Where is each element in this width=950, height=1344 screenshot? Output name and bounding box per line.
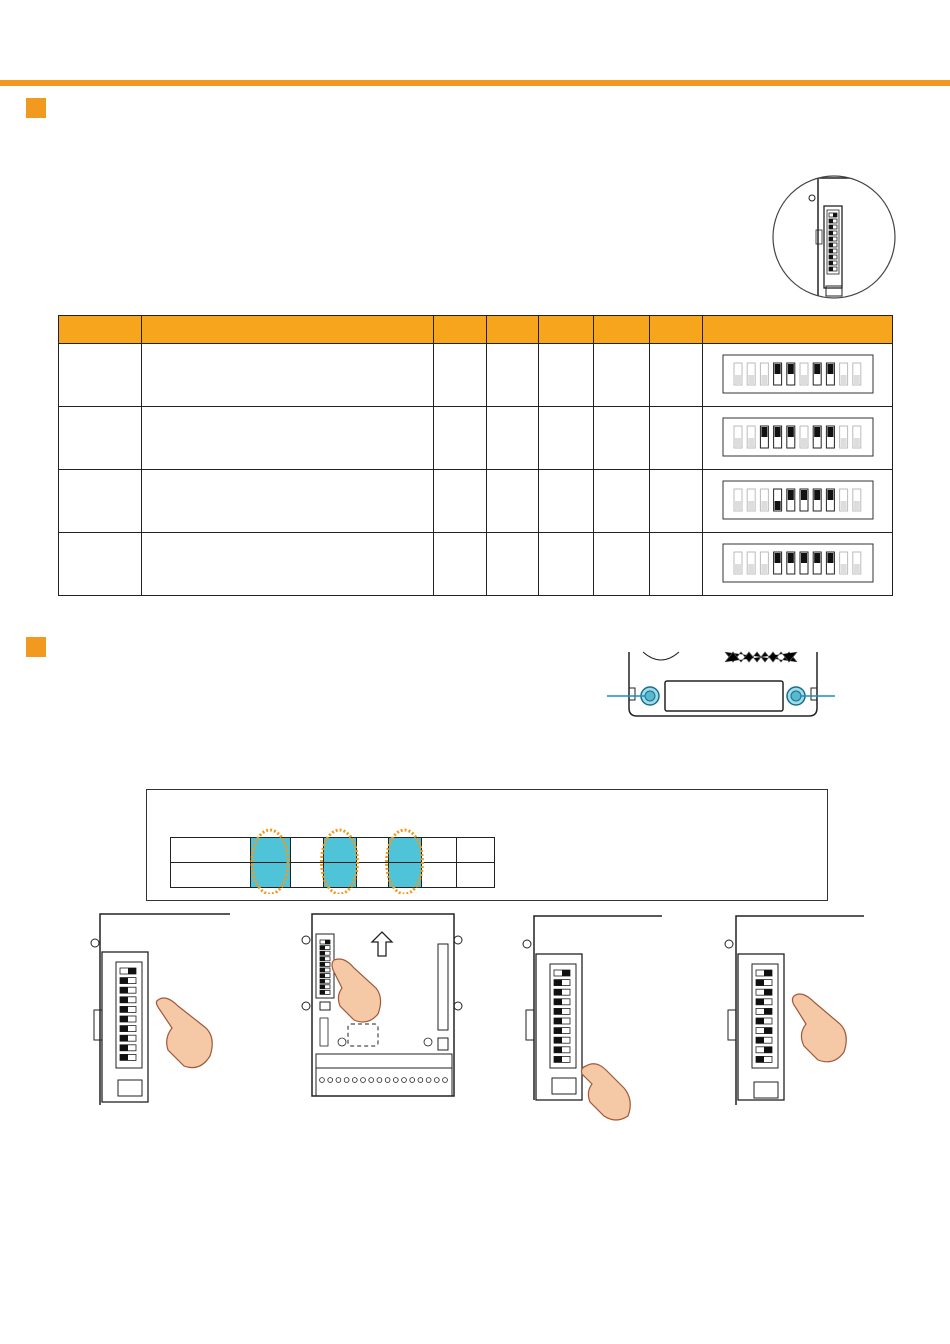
dip-switch: [826, 552, 834, 574]
config-cell: [487, 533, 539, 596]
config-cell: [650, 407, 703, 470]
config-cell: [434, 407, 487, 470]
dip-switch: [786, 489, 794, 511]
dip-switch: [813, 552, 821, 574]
up-arrow-icon: [372, 932, 392, 956]
config-cell: [434, 533, 487, 596]
sequence-cell: [457, 838, 495, 863]
dip-switch: [773, 363, 781, 385]
config-cell: [434, 470, 487, 533]
highlight-ring: [252, 830, 288, 894]
config-cell: [142, 533, 434, 596]
dip-switch: [826, 363, 834, 385]
highlight-markers: [240, 822, 440, 894]
header-cell: [650, 316, 703, 344]
highlight-ring: [387, 830, 423, 894]
config-cell: [487, 407, 539, 470]
header-cell: [703, 316, 893, 344]
config-cell: [594, 470, 650, 533]
camera-module-diagram: [605, 650, 840, 722]
config-row: [59, 470, 893, 533]
dip-switch-diagram: [722, 354, 874, 394]
hand-icon: [156, 998, 212, 1068]
dip-switch: [852, 363, 860, 385]
config-cell: [650, 533, 703, 596]
dip-switch: [747, 489, 755, 511]
config-cell: [487, 470, 539, 533]
highlight-ring: [322, 830, 358, 894]
dip-switch: [826, 489, 834, 511]
config-row: [59, 407, 893, 470]
dip-switch-diagram: [722, 480, 874, 520]
dip-switch: [800, 489, 808, 511]
config-cell: [539, 470, 594, 533]
dip-switch: [734, 363, 742, 385]
dip-switch: [839, 489, 847, 511]
dip-switch: [760, 363, 768, 385]
config-cell: [142, 407, 434, 470]
dip-switch-cell: [703, 407, 893, 470]
dip-switch: [773, 426, 781, 448]
config-cell: [539, 407, 594, 470]
config-cell: [59, 344, 142, 407]
dip-switch-detail-circle: [770, 170, 900, 305]
section-marker-1: [26, 98, 46, 118]
config-cell: [650, 470, 703, 533]
illustration-hand-press-2: [300, 910, 465, 1100]
dip-switch-diagram: [722, 543, 874, 583]
header-cell: [434, 316, 487, 344]
config-cell: [594, 344, 650, 407]
config-row: [59, 533, 893, 596]
config-cell: [594, 533, 650, 596]
dip-switch: [800, 552, 808, 574]
config-cell: [59, 470, 142, 533]
header-cell: [59, 316, 142, 344]
hand-icon: [582, 1064, 631, 1120]
dip-switch: [852, 426, 860, 448]
header-cell: [539, 316, 594, 344]
dip-switch: [734, 426, 742, 448]
hand-icon: [332, 959, 381, 1022]
dip-switch: [760, 489, 768, 511]
dip-switch: [813, 363, 821, 385]
dip-switch: [734, 489, 742, 511]
config-cell: [434, 344, 487, 407]
dip-switch: [826, 426, 834, 448]
dip-switch: [773, 552, 781, 574]
dip-switch: [747, 363, 755, 385]
config-cell: [59, 407, 142, 470]
dip-switch: [747, 552, 755, 574]
dip-switch-cell: [703, 470, 893, 533]
sequence-cell: [457, 863, 495, 888]
dip-switch-diagram: [722, 417, 874, 457]
dip-switch: [813, 489, 821, 511]
illustration-hand-press-3: [516, 910, 676, 1125]
config-cell: [594, 407, 650, 470]
config-table-header: [59, 316, 893, 344]
dip-switch: [734, 552, 742, 574]
config-cell: [142, 344, 434, 407]
section-marker-2: [26, 637, 46, 657]
header-cell: [594, 316, 650, 344]
dip-switch: [760, 552, 768, 574]
dip-switch: [852, 552, 860, 574]
config-cell: [539, 344, 594, 407]
dip-switch: [786, 552, 794, 574]
config-cell: [539, 533, 594, 596]
dip-switch: [786, 426, 794, 448]
config-row: [59, 344, 893, 407]
dip-switch: [839, 363, 847, 385]
dip-switch: [800, 426, 808, 448]
config-cell: [142, 470, 434, 533]
dip-switch: [813, 426, 821, 448]
config-cell: [487, 344, 539, 407]
hand-icon: [792, 994, 846, 1062]
config-cell: [59, 533, 142, 596]
config-cell: [650, 344, 703, 407]
header-rule: [0, 80, 950, 86]
dip-switch: [800, 363, 808, 385]
dip-switch-cell: [703, 533, 893, 596]
dip-switch: [760, 426, 768, 448]
illustration-hand-press-1: [88, 910, 248, 1105]
dip-switch: [786, 363, 794, 385]
dip-switch-cell: [703, 344, 893, 407]
dip-switch: [852, 489, 860, 511]
header-cell: [142, 316, 434, 344]
dip-switch: [839, 552, 847, 574]
config-table: [58, 315, 892, 602]
dip-switch: [839, 426, 847, 448]
sequence-cell: [171, 863, 251, 888]
sequence-cell: [171, 838, 251, 863]
dip-switch: [773, 489, 781, 511]
dip-switch: [747, 426, 755, 448]
header-cell: [487, 316, 539, 344]
illustration-hand-press-4: [718, 910, 878, 1105]
